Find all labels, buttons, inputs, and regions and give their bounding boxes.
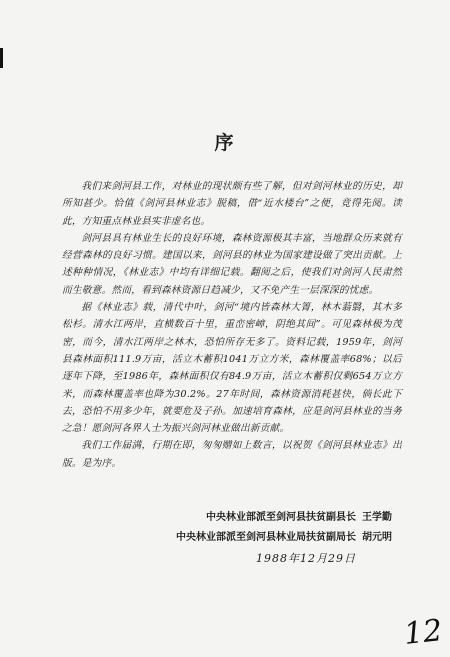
paragraph-1: 我们来剑河县工作，对林业的现状颇有些了解，但对剑河林业的历史，却所知甚少。恰值《剑河县林业志》脱稿，借“近水楼台”之便，竟得先阅。读此，方知重点林业县实非虚名也。: [62, 181, 402, 227]
page-title: 序: [214, 132, 236, 154]
signature-line-2: [176, 528, 406, 548]
signer-2-name: 胡元明: [362, 532, 392, 543]
signature-line-1: [176, 508, 406, 528]
preface-body: [62, 178, 402, 472]
signer-2-title: 中央林业部派至剑河县林业局扶贫副局长: [176, 532, 356, 543]
paragraph-4: 我们工作届满，行期在即，匆匆赠如上数言，以祝贺《剑河县林业志》出版。是为序。: [62, 440, 402, 469]
paragraph-2: 剑河县具有林业生长的良好环境，森林资源极其丰富，当地群众历来就有经营森林的良好习惯。建国以来，剑河县的林业为国家建设做了突出贡献。上述种种情况，《林业志》中均有详细记载。翻阅之后，使我们对剑河人民肃然而生敬意。然而，看到森林资源日趋减少，又不免产生一层深深的忧虑。: [62, 232, 402, 296]
signature-block: [176, 508, 406, 548]
signer-1-title: 中央林业部派至剑河县扶贫副县长: [206, 512, 356, 523]
paragraph-3: 据《林业志》载，清代中叶，剑河“境内皆森林大箐，林木蓊翳，其木多松杉。清水江两岸，直横数百十里，重峦密嶂，阴绝其间”。可见森林极为茂密，而今，清水江两岸之林木，恐怕所存无多了。资料记载，1959年，剑河县森林面积111.9万亩，活立木蓄积1041万立方米，森林覆盖率68%；以后逐年下降，至1986年，森林面积仅有84.9万亩，活立木蓄积仅剩654万立方米，而森林覆盖率也降为30.2%。27年时间，森林资源消耗甚快，倘长此下去，恐怕不用多少年，就要危及子孙。加速培育森林，应是剑河县林业的当务之急！愿剑河各界人士为振兴剑河林业做出新贡献。: [62, 302, 402, 435]
left-edge-mark: [0, 48, 3, 68]
signer-1-name: 王学勤: [362, 512, 392, 523]
handwritten-page-number: 12: [402, 613, 444, 652]
signature-date: 1988年12月29日: [256, 552, 356, 565]
